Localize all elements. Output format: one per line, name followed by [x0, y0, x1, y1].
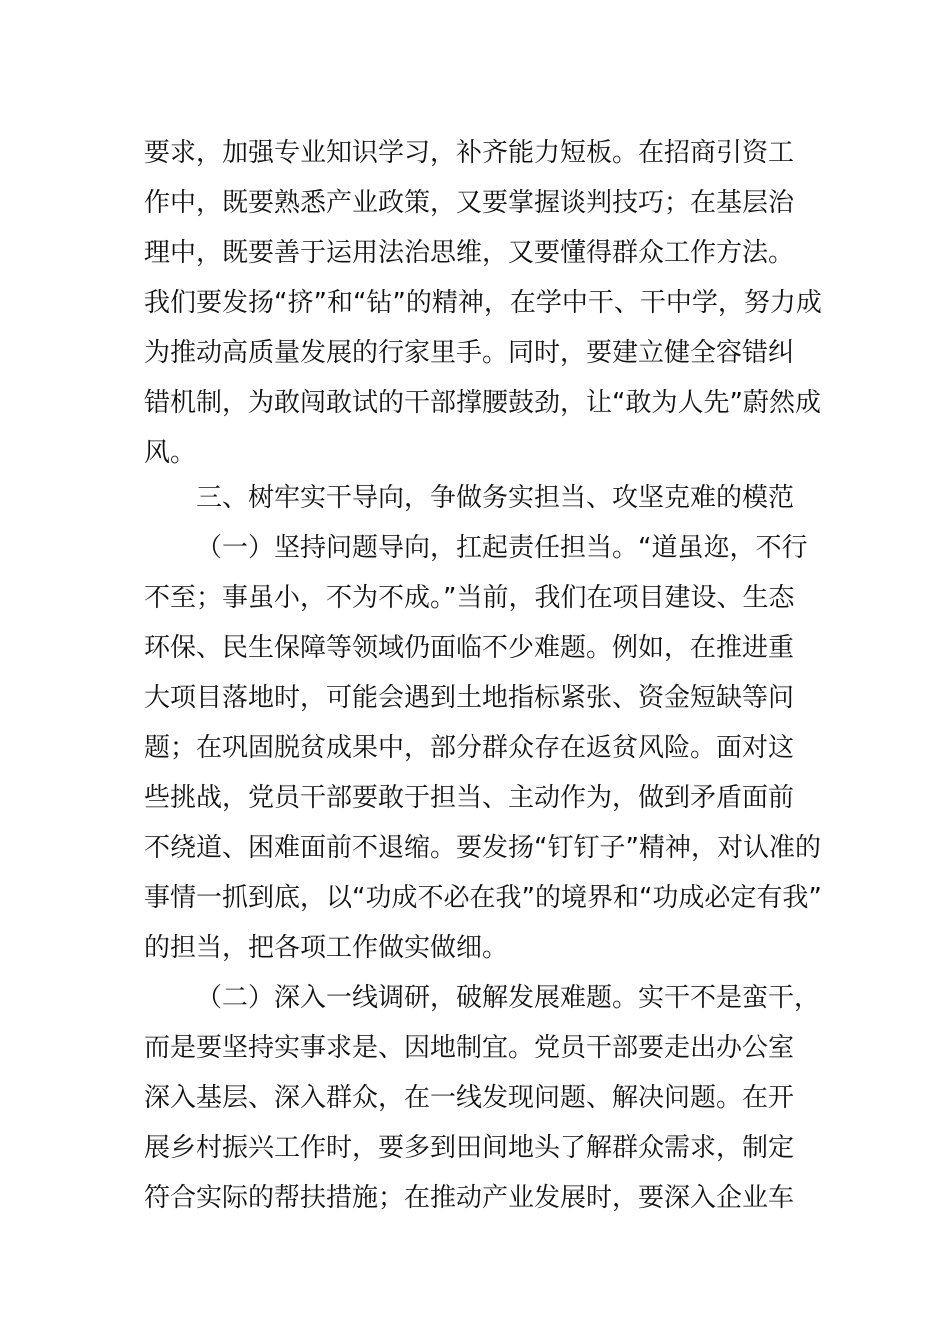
text-line-19: 而是要坚持实事求是、因地制宜。党员干部要走出办公室	[144, 1033, 795, 1063]
text-line-3: 理中，既要善于运用法治思维，又要懂得群众工作方法。	[144, 238, 795, 268]
text-line-6: 错机制，为敢闯敢试的干部撑腰鼓劲，让“敢为人先”蔚然成	[144, 388, 821, 418]
text-line-11: 环保、民生保障等领域仍面临不少难题。例如，在推进重	[144, 633, 795, 663]
text-line-20: 深入基层、深入群众，在一线发现问题、解决问题。在开	[144, 1083, 795, 1113]
text-line-22: 符合实际的帮扶措施；在推动产业发展时，要深入企业车	[144, 1183, 795, 1213]
text-line-14: 些挑战，党员干部要敢于担当、主动作为，做到矛盾面前	[144, 783, 795, 813]
text-line-13: 题；在巩固脱贫成果中，部分群众存在返贫风险。面对这	[144, 733, 795, 763]
subsection-heading-2: （二）深入一线调研，破解发展难题。实干不是蛮干，	[196, 983, 821, 1013]
text-line-15: 不绕道、困难面前不退缩。要发扬“钉钉子”精神，对认准的	[144, 833, 821, 863]
text-line-4: 我们要发扬“挤”和“钻”的精神，在学中干、干中学，努力成	[144, 288, 822, 318]
text-line-16: 事情一抓到底，以“功成不必在我”的境界和“功成必定有我”	[144, 883, 822, 913]
text-line-10: 不至；事虽小，不为不成。”当前，我们在项目建设、生态	[144, 583, 795, 613]
text-line-17: 的担当，把各项工作做实做细。	[144, 933, 509, 963]
text-line-1: 要求，加强专业知识学习，补齐能力短板。在招商引资工	[144, 138, 795, 168]
section-heading: 三、树牢实干导向，争做务实担当、攻坚克难的模范	[196, 483, 795, 513]
text-line-21: 展乡村振兴工作时，要多到田间地头了解群众需求，制定	[144, 1133, 795, 1163]
text-line-2: 作中，既要熟悉产业政策，又要掌握谈判技巧；在基层治	[144, 188, 795, 218]
text-line-12: 大项目落地时，可能会遇到土地指标紧张、资金短缺等问	[144, 683, 795, 713]
text-line-5: 为推动高质量发展的行家里手。同时，要建立健全容错纠	[144, 338, 795, 368]
text-line-7: 风。	[144, 438, 197, 468]
subsection-heading-1: （一）坚持问题导向，扛起责任担当。“道虽迩，不行	[196, 533, 808, 563]
